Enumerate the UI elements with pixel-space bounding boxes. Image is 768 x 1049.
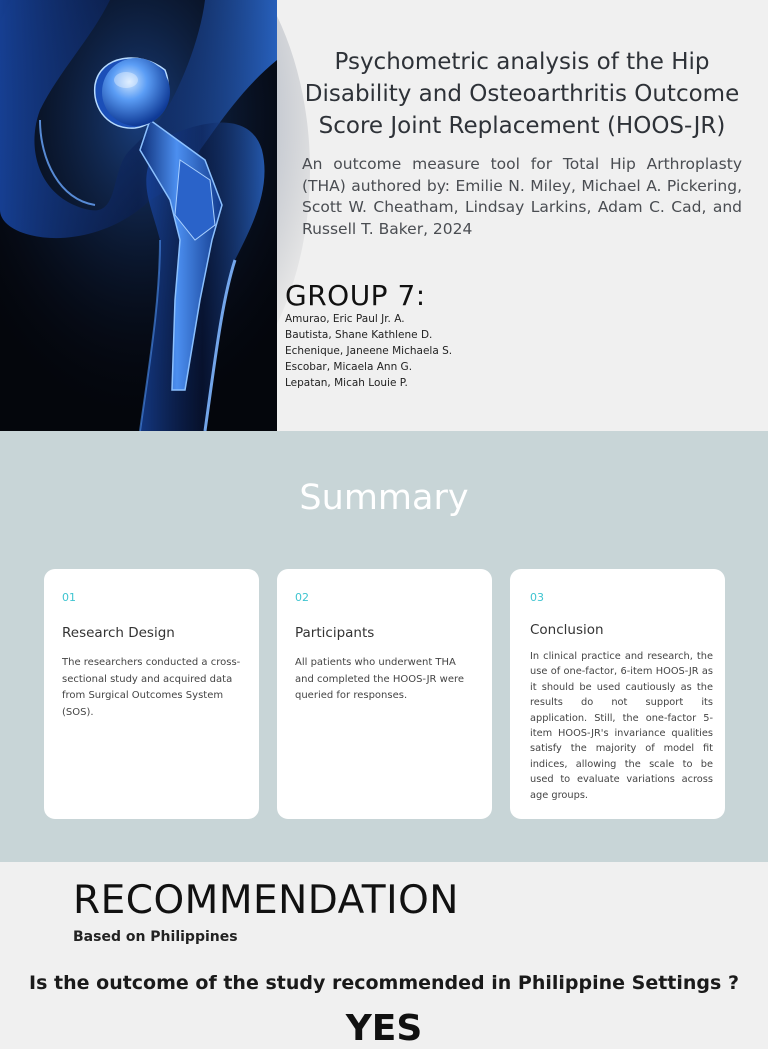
group-member-list [285, 311, 452, 391]
poster-subtitle: An outcome measure tool for Total Hip Arthroplasty (THA) authored by: Emilie N. Miley, Michael A. Pickering, Scott W. Cheatham, Lindsay Larkins, Adam C. Cad, and Russell T. Baker, 2024 [302, 155, 742, 238]
group-member: Bautista, Shane Kathlene D. [285, 329, 433, 341]
hip-implant-xray-image [0, 0, 277, 431]
summary-card-research-design [44, 569, 259, 819]
group-heading: GROUP 7: [285, 279, 426, 312]
recommendation-subtitle: Based on Philippines [73, 929, 238, 945]
group-member: Lepatan, Micah Louie P. [285, 377, 408, 389]
card-number: 01 [62, 591, 76, 604]
card-body: All patients who underwent THA and completed the HOOS-JR were queried for responses. [295, 657, 465, 701]
card-title: Research Design [62, 625, 175, 641]
summary-card-participants [277, 569, 492, 819]
card-number: 02 [295, 591, 309, 604]
group-member: Amurao, Eric Paul Jr. A. [285, 313, 405, 325]
card-number: 03 [530, 591, 544, 604]
recommendation-answer: YES [345, 1008, 423, 1049]
card-title: Participants [295, 625, 375, 641]
card-body: In clinical practice and research, the use of one-factor, 6-item HOOS-JR as it should be used cautiously as the results do not support its application. Still, the one-factor 5-item HOOS-JR's invariance qualities satisfy the majority of model fit indices, allowing the scale to be used to evaluate variations across age groups. [530, 651, 713, 801]
recommendation-section [0, 862, 768, 1049]
recommendation-question: Is the outcome of the study recommended in Philippine Settings ? [29, 972, 739, 994]
hero-section [0, 0, 768, 431]
hip-implant-illustration [0, 0, 277, 431]
card-body: The researchers conducted a cross-sectional study and acquired data from Surgical Outcomes System (SOS). [62, 657, 241, 718]
group-member: Echenique, Janeene Michaela S. [285, 345, 453, 357]
summary-section [0, 431, 768, 862]
summary-card-conclusion [510, 569, 725, 819]
recommendation-title: RECOMMENDATION [73, 878, 459, 923]
card-title: Conclusion [530, 622, 604, 638]
summary-title: Summary [299, 478, 469, 518]
group-member: Escobar, Micaela Ann G. [285, 361, 413, 373]
poster-title: Psychometric analysis of the Hip Disability and Osteoarthritis Outcome Score Joint Replacement (HOOS-JR) [304, 49, 740, 139]
